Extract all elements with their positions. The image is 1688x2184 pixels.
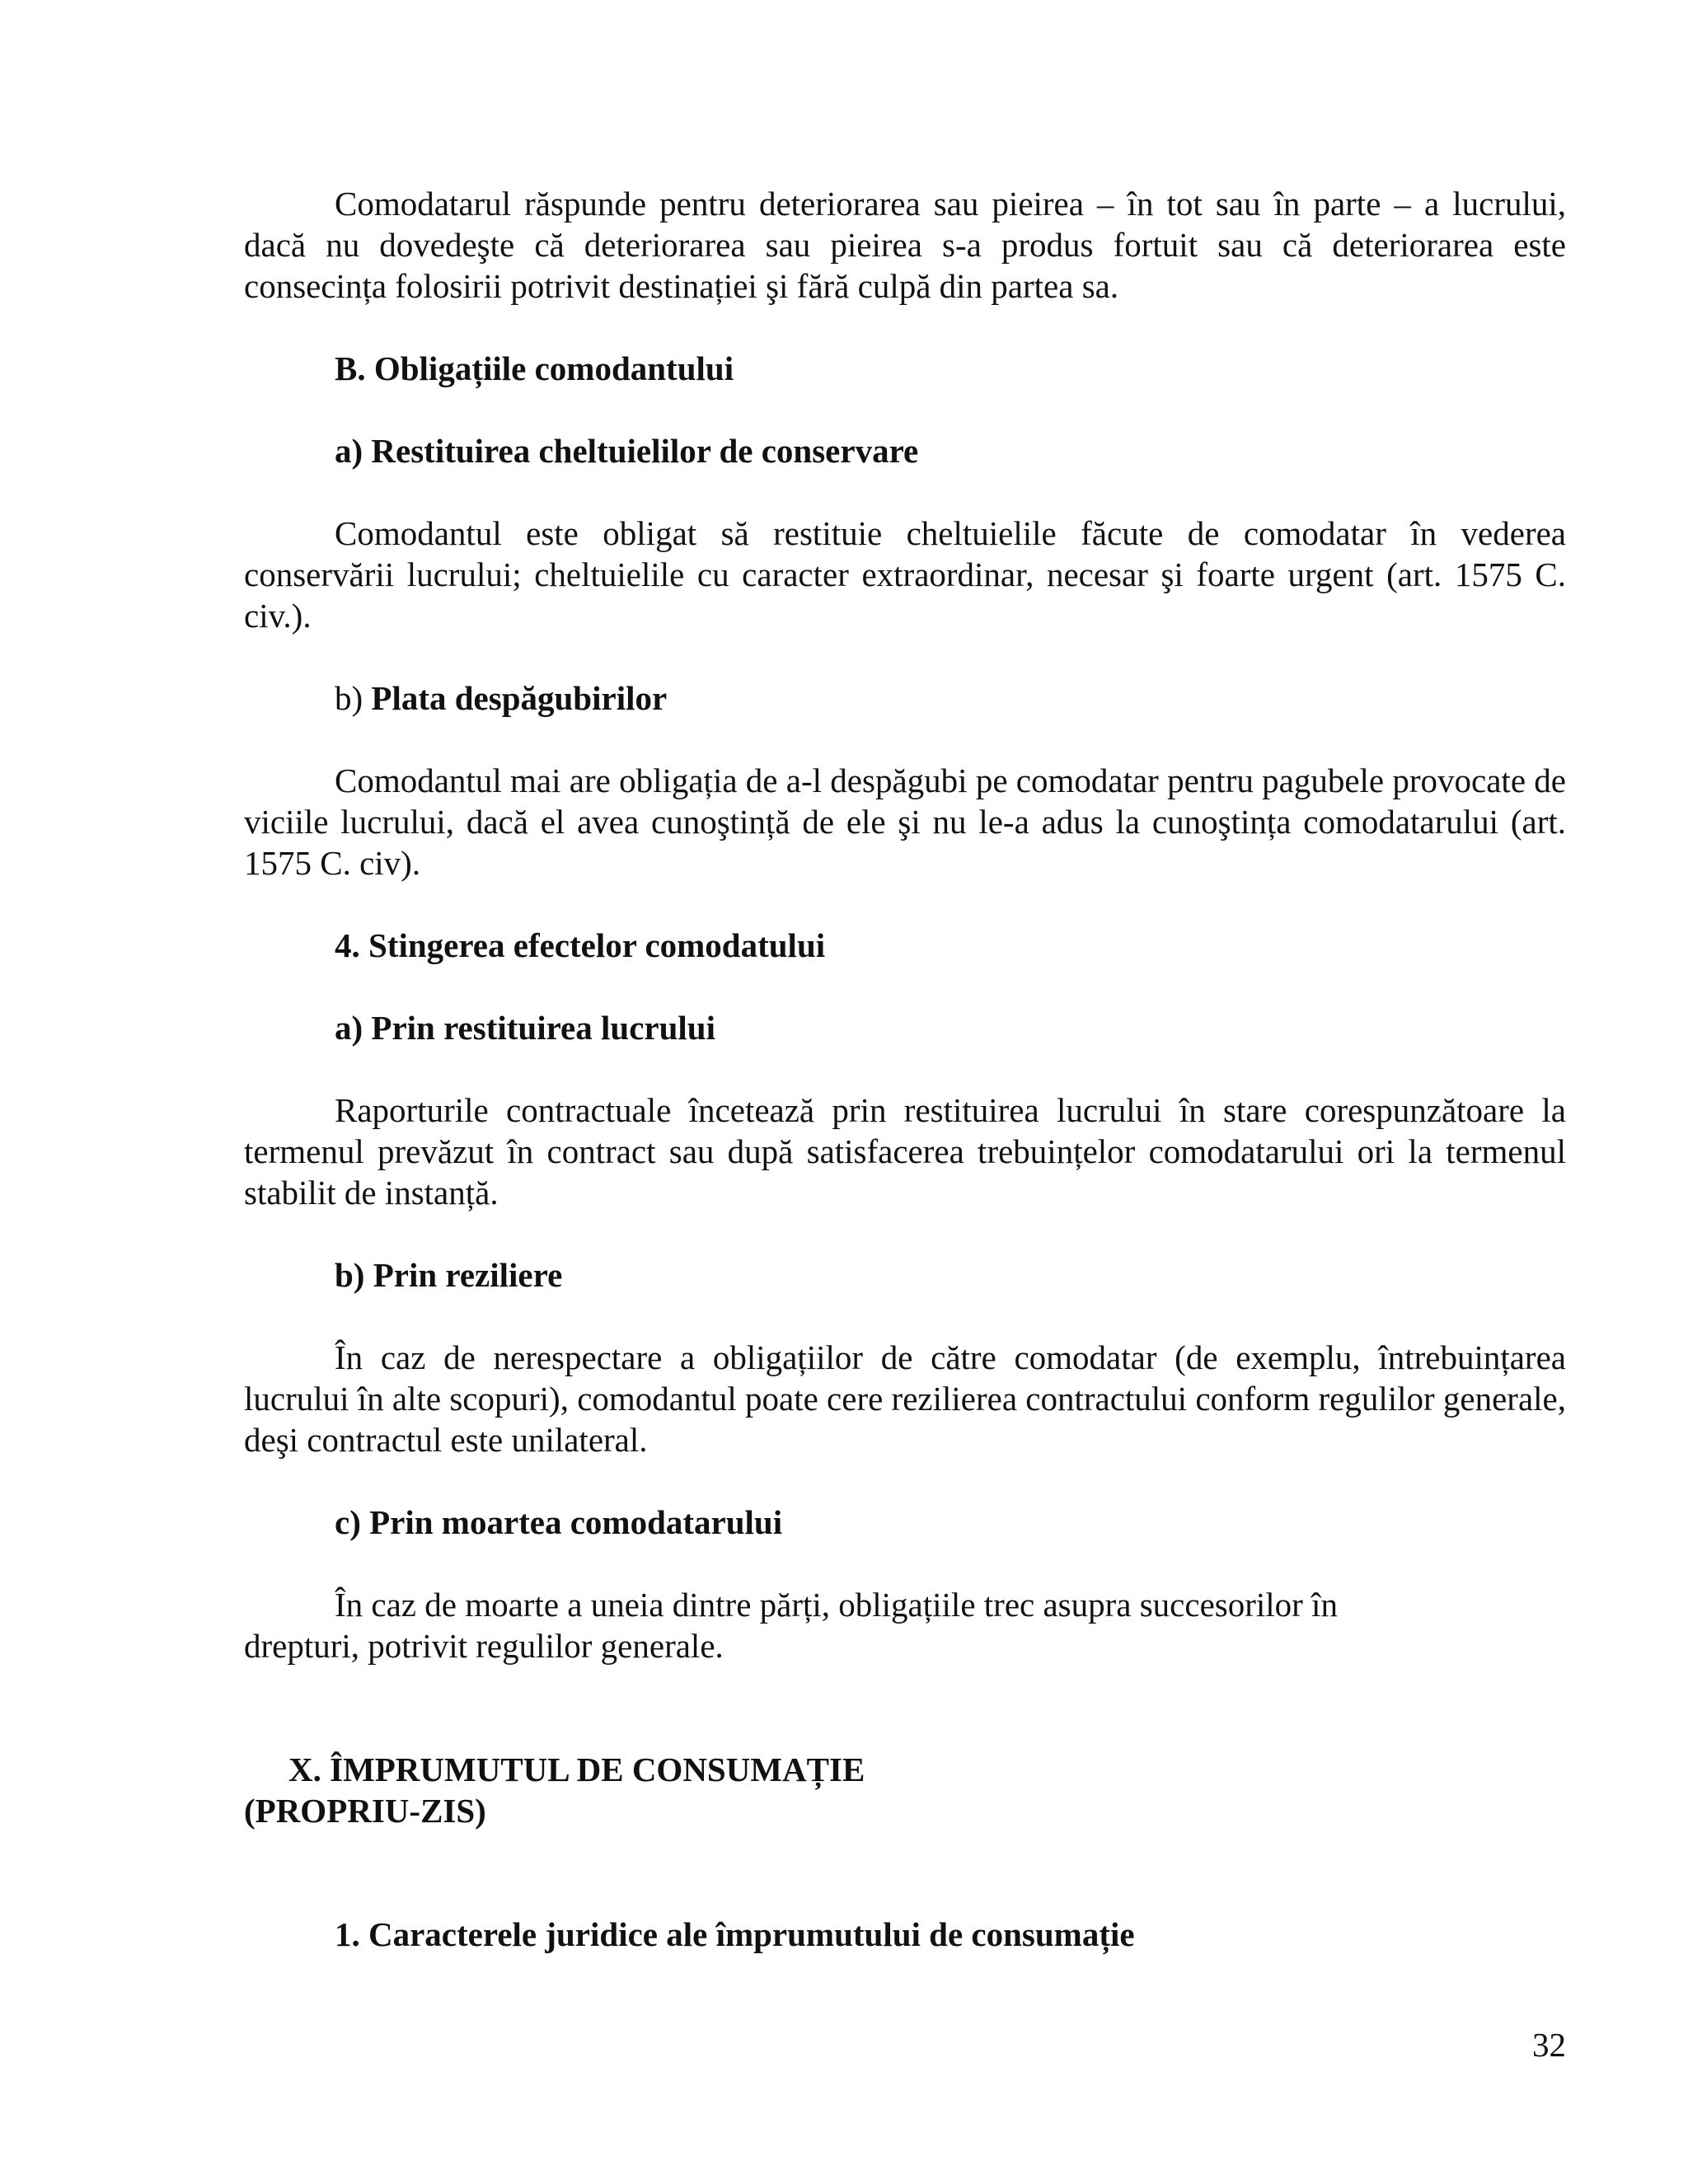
heading-termination: b) Prin reziliere bbox=[335, 1256, 563, 1294]
paragraph-conservation-expenses: Comodantul este obligat să restituie cheltuielile făcute de comodatar în vederea conservării lucrului; cheltuielile cu caracter extraordinar, necesar şi foarte urgent (art. 1575 C. civ.). bbox=[244, 514, 1566, 635]
paragraph-death: În caz de moarte a uneia dintre părți, obligațiile trec asupra succesorilor în drepturi, potrivit regulilor generale. bbox=[244, 1586, 1338, 1665]
paragraph-termination: În caz de nerespectare a obligațiilor de către comodatar (de exemplu, întrebuințarea lucrului în alte scopuri), comodantul poate cere rezilierea contractului conform regulilor generale, deşi contractul este unilateral. bbox=[244, 1338, 1566, 1459]
heading-extinction-effects: 4. Stingerea efectelor comodatului bbox=[335, 926, 826, 964]
heading-death-comodatar: c) Prin moartea comodatarului bbox=[335, 1503, 783, 1541]
page-number: 32 bbox=[1532, 2026, 1566, 2064]
heading-legal-characteristics: 1. Caracterele juridice ale împrumutului de consumație bbox=[335, 1915, 1135, 1953]
chapter-title-line1: X. ÎMPRUMUTUL DE CONSUMAȚIE bbox=[288, 1750, 865, 1788]
paragraph-comodatar-liability: Comodatarul răspunde pentru deteriorarea sau pieirea – în tot sau în parte – a lucrului, dacă nu dovedeşte că deteriorarea sau pieirea s-a produs fortuit sau că deteriorarea este consecința folosirii potrivit destinației şi fără culpă din partea sa. bbox=[244, 185, 1566, 305]
chapter-title-line2: (PROPRIU-ZIS) bbox=[244, 1792, 486, 1830]
paragraph-restitution: Raporturile contractuale încetează prin restituirea lucrului în stare corespunzătoare la termenul prevăzut în contract sau după satisfacerea trebuințelor comodatarului ori la termenul stabilit de instanță. bbox=[244, 1091, 1566, 1212]
heading-restitution: a) Prin restituirea lucrului bbox=[335, 1009, 715, 1047]
heading-obligations-comodant: B. Obligațiile comodantului bbox=[335, 349, 734, 387]
heading-damages-payment bbox=[335, 677, 1657, 719]
paragraph-damages: Comodantul mai are obligația de a-l despăgubi pe comodatar pentru pagubele provocate de viciile lucrului, dacă el avea cunoştință de ele şi nu le-a adus la cunoştința comodatarului (art. 1575 C. civ). bbox=[244, 762, 1566, 882]
heading-label: b) bbox=[335, 679, 363, 717]
heading-conservation-expenses: a) Restituirea cheltuielilor de conservare bbox=[335, 432, 919, 470]
heading-text: Plata despăgubirilor bbox=[371, 679, 668, 717]
chapter-title bbox=[244, 1749, 1566, 1831]
